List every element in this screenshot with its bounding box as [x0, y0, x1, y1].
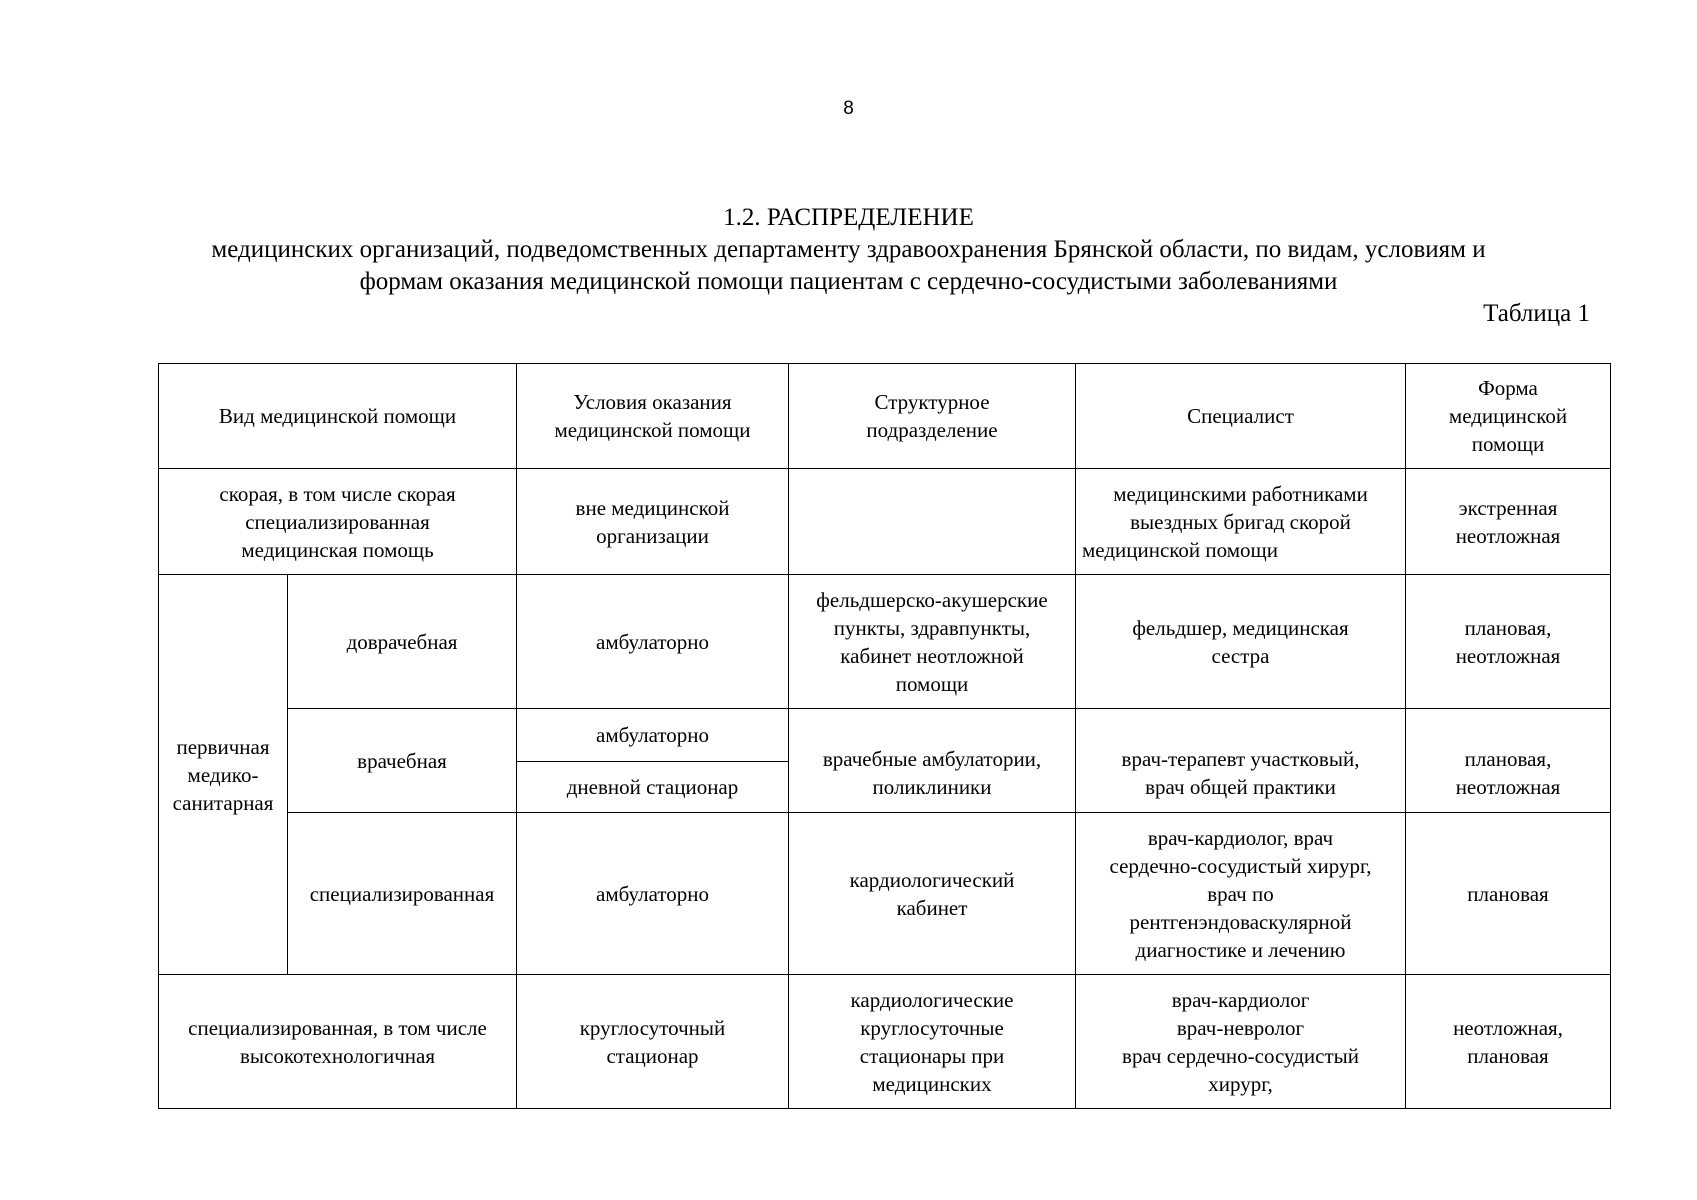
cell-form-vrach: плановая, неотложная [1406, 709, 1611, 813]
table-label: Таблица 1 [1483, 300, 1590, 327]
cell-kind-special: специализированная [288, 813, 517, 975]
cell-unit-prevrach: фельдшерско-акушерские пункты, здравпункты, кабинет неотложной помощи [789, 575, 1076, 709]
cell-specialist-prevrach: фельдшер, медицинская сестра [1076, 575, 1406, 709]
header-specialist: Специалист [1076, 364, 1406, 469]
heading-title: 1.2. РАСПРЕДЕЛЕНИЕ [723, 204, 974, 231]
header-form: Форма медицинской помощи [1406, 364, 1611, 469]
cell-specialist-special: врач-кардиолог, врач сердечно-сосудистый хирург, врач по рентгенэндоваскулярной диагностике и лечению [1076, 813, 1406, 975]
table-row [159, 575, 1611, 709]
cell-form-hightech: неотложная, плановая [1406, 975, 1611, 1109]
document-heading [0, 202, 1697, 298]
cell-group-primary: первичная медико- санитарная [159, 575, 288, 975]
table-row [159, 813, 1611, 975]
cell-specialist-vrach: врач-терапевт участковый, врач общей практики [1076, 709, 1406, 813]
table-row [159, 469, 1611, 575]
cell-unit-emergency [789, 469, 1076, 575]
table-row [159, 709, 1611, 762]
cell-kind-hightech: специализированная, в том числе высокотехнологичная [159, 975, 517, 1109]
cell-conditions-hightech: круглосуточный стационар [517, 975, 789, 1109]
cell-form-prevrach: плановая, неотложная [1406, 575, 1611, 709]
cell-unit-special: кардиологический кабинет [789, 813, 1076, 975]
cell-conditions-vrach-day-hospital: дневной стационар [517, 762, 789, 813]
heading-subtitle-line-1: медицинских организаций, подведомственных департаменту здравоохранения Брянской области, по видам, условиям и [211, 236, 1486, 263]
cell-conditions-vrach-ambulatory: амбулаторно [517, 709, 789, 762]
cell-kind-vrach: врачебная [288, 709, 517, 813]
cell-kind-emergency: скорая, в том числе скорая специализированная медицинская помощь [159, 469, 517, 575]
header-conditions: Условия оказания медицинской помощи [517, 364, 789, 469]
cell-specialist-emergency: медицинскими работниками выездных бригад скорой медицинской помощи [1076, 469, 1406, 575]
heading-subtitle-line-2: формам оказания медицинской помощи пациентам с сердечно-сосудистыми заболеваниями [359, 268, 1338, 295]
cell-unit-vrach: врачебные амбулатории, поликлиники [789, 709, 1076, 813]
table-row [159, 975, 1611, 1109]
cell-kind-prevrach: доврачебная [288, 575, 517, 709]
page-number: 8 [843, 98, 854, 119]
header-unit: Структурное подразделение [789, 364, 1076, 469]
cell-conditions-special: амбулаторно [517, 813, 789, 975]
header-kind: Вид медицинской помощи [159, 364, 517, 469]
cell-specialist-hightech: врач-кардиолог врач-невролог врач сердечно-сосудистый хирург, [1076, 975, 1406, 1109]
cell-conditions-prevrach: амбулаторно [517, 575, 789, 709]
cell-form-special: плановая [1406, 813, 1611, 975]
cell-unit-hightech: кардиологические круглосуточные стационары при медицинских [789, 975, 1076, 1109]
cell-form-emergency: экстренная неотложная [1406, 469, 1611, 575]
table-header-row [159, 364, 1611, 469]
cell-conditions-emergency: вне медицинской организации [517, 469, 789, 575]
distribution-table [158, 363, 1611, 1109]
